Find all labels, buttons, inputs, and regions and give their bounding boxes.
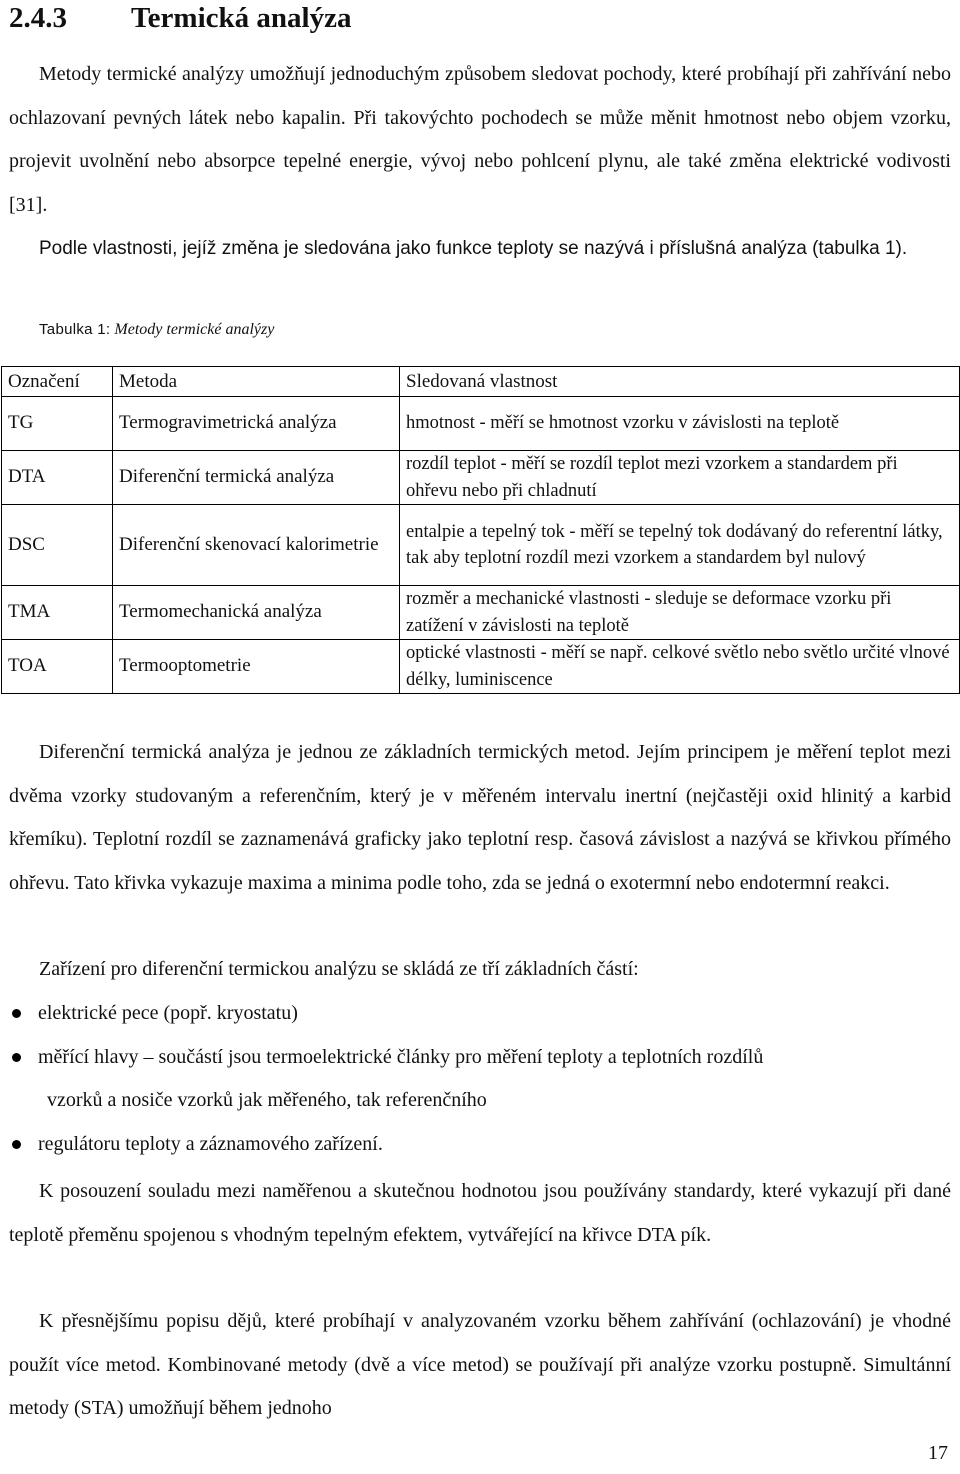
row-method: Termooptometrie <box>113 640 400 694</box>
header-property: Sledovaná vlastnost <box>400 367 960 397</box>
apparatus-intro: Zařízení pro diferenční termickou analýzu se skládá ze tří základních částí: <box>39 958 639 980</box>
header-method: Metoda <box>113 367 400 397</box>
section-title: Termická analýza <box>131 2 352 34</box>
apparatus-list <box>9 992 951 1166</box>
row-code: DTA <box>2 451 113 505</box>
intro-paragraph-2: Podle vlastnosti, jejíž změna je sledována jako funkce teploty se nazývá i příslušná analýza (tabulka 1). <box>39 238 908 259</box>
table-row <box>2 586 960 640</box>
list-item-continuation: vzorků a nosiče vzorků jak měřeného, tak referenčního <box>47 1089 487 1111</box>
table-row <box>2 397 960 451</box>
table-row <box>2 505 960 586</box>
combined-methods-paragraph: K přesnějšímu popisu dějů, které probíhají v analyzovaném vzorku během zahřívání (ochlazování) je vhodné použít více metod. Kombinované metody (dvě a více metod) se používají při analýze vzorku postupně. Simultánní metody (STA) umožňují během jednoho <box>9 1310 951 1419</box>
intro-paragraph-1: Metody termické analýzy umožňují jednoduchým způsobem sledovat pochody, které probíhají při zahřívání nebo ochlazovaní pevných látek nebo kapalin. Při takovýchto pochodech se může měnit hmotnost nebo objem vzorku, projevit uvolnění nebo absorpce tepelné energie, vývoj nebo pohlcení plynu, ale také změna elektrické vodivosti [31]. <box>9 63 951 216</box>
section-heading <box>9 0 351 36</box>
methods-table <box>1 366 960 694</box>
row-property: rozdíl teplot - měří se rozdíl teplot mezi vzorkem a standardem při ohřevu nebo při chladnutí <box>400 451 960 505</box>
row-property: optické vlastnosti - měří se např. celkové světlo nebo světlo určité vlnové délky, luminiscence <box>400 640 960 694</box>
row-method: Diferenční skenovací kalorimetrie <box>113 505 400 586</box>
table-header-row <box>2 367 960 397</box>
table-row <box>2 640 960 694</box>
list-item: elektrické pece (popř. kryostatu) <box>9 992 951 1036</box>
table-caption <box>39 318 274 342</box>
table-caption-label: Tabulka 1: <box>39 321 111 338</box>
row-code: TOA <box>2 640 113 694</box>
header-code: Označení <box>2 367 113 397</box>
row-method: Diferenční termická analýza <box>113 451 400 505</box>
row-code: TMA <box>2 586 113 640</box>
row-method: Termogravimetrická analýza <box>113 397 400 451</box>
standards-paragraph: K posouzení souladu mezi naměřenou a skutečnou hodnotou jsou používány standardy, které vykazují při dané teplotě přeměnu spojenou s vhodným tepelným efektem, vytvářející na křivce DTA pík. <box>9 1180 951 1246</box>
list-item: regulátoru teploty a záznamového zařízení. <box>9 1123 951 1167</box>
row-method: Termomechanická analýza <box>113 586 400 640</box>
dta-paragraph: Diferenční termická analýza je jednou ze základních termických metod. Jejím principem je měření teplot mezi dvěma vzorky studovaným a referenčním, který je v měřeném intervalu inertní (nejčastěji oxid hlinitý a karbid křemíku). Teplotní rozdíl se zaznamenává graficky jako teplotní resp. časová závislost a nazývá se křivkou přímého ohřevu. Tato křivka vykazuje maxima a minima podle toho, zda se jedná o exotermní nebo endotermní reakci. <box>9 741 951 894</box>
table-caption-title: Metody termické analýzy <box>114 321 275 338</box>
table-row <box>2 451 960 505</box>
row-property: rozměr a mechanické vlastnosti - sleduje se deformace vzorku při zatížení v závislosti na teplotě <box>400 586 960 640</box>
page-number: 17 <box>928 1442 948 1464</box>
section-number: 2.4.3 <box>9 2 67 34</box>
row-code: DSC <box>2 505 113 586</box>
row-code: TG <box>2 397 113 451</box>
row-property: entalpie a tepelný tok - měří se tepelný tok dodávaný do referentní látky, tak aby teplotní rozdíl mezi vzorkem a standardem byl nulový <box>400 505 960 586</box>
list-item: měřící hlavy – součástí jsou termoelektrické články pro měření teploty a teplotních rozdílů vzorků a nosiče vzorků jak měřeného, tak referenčního <box>9 1036 951 1123</box>
row-property: hmotnost - měří se hmotnost vzorku v závislosti na teplotě <box>400 397 960 451</box>
